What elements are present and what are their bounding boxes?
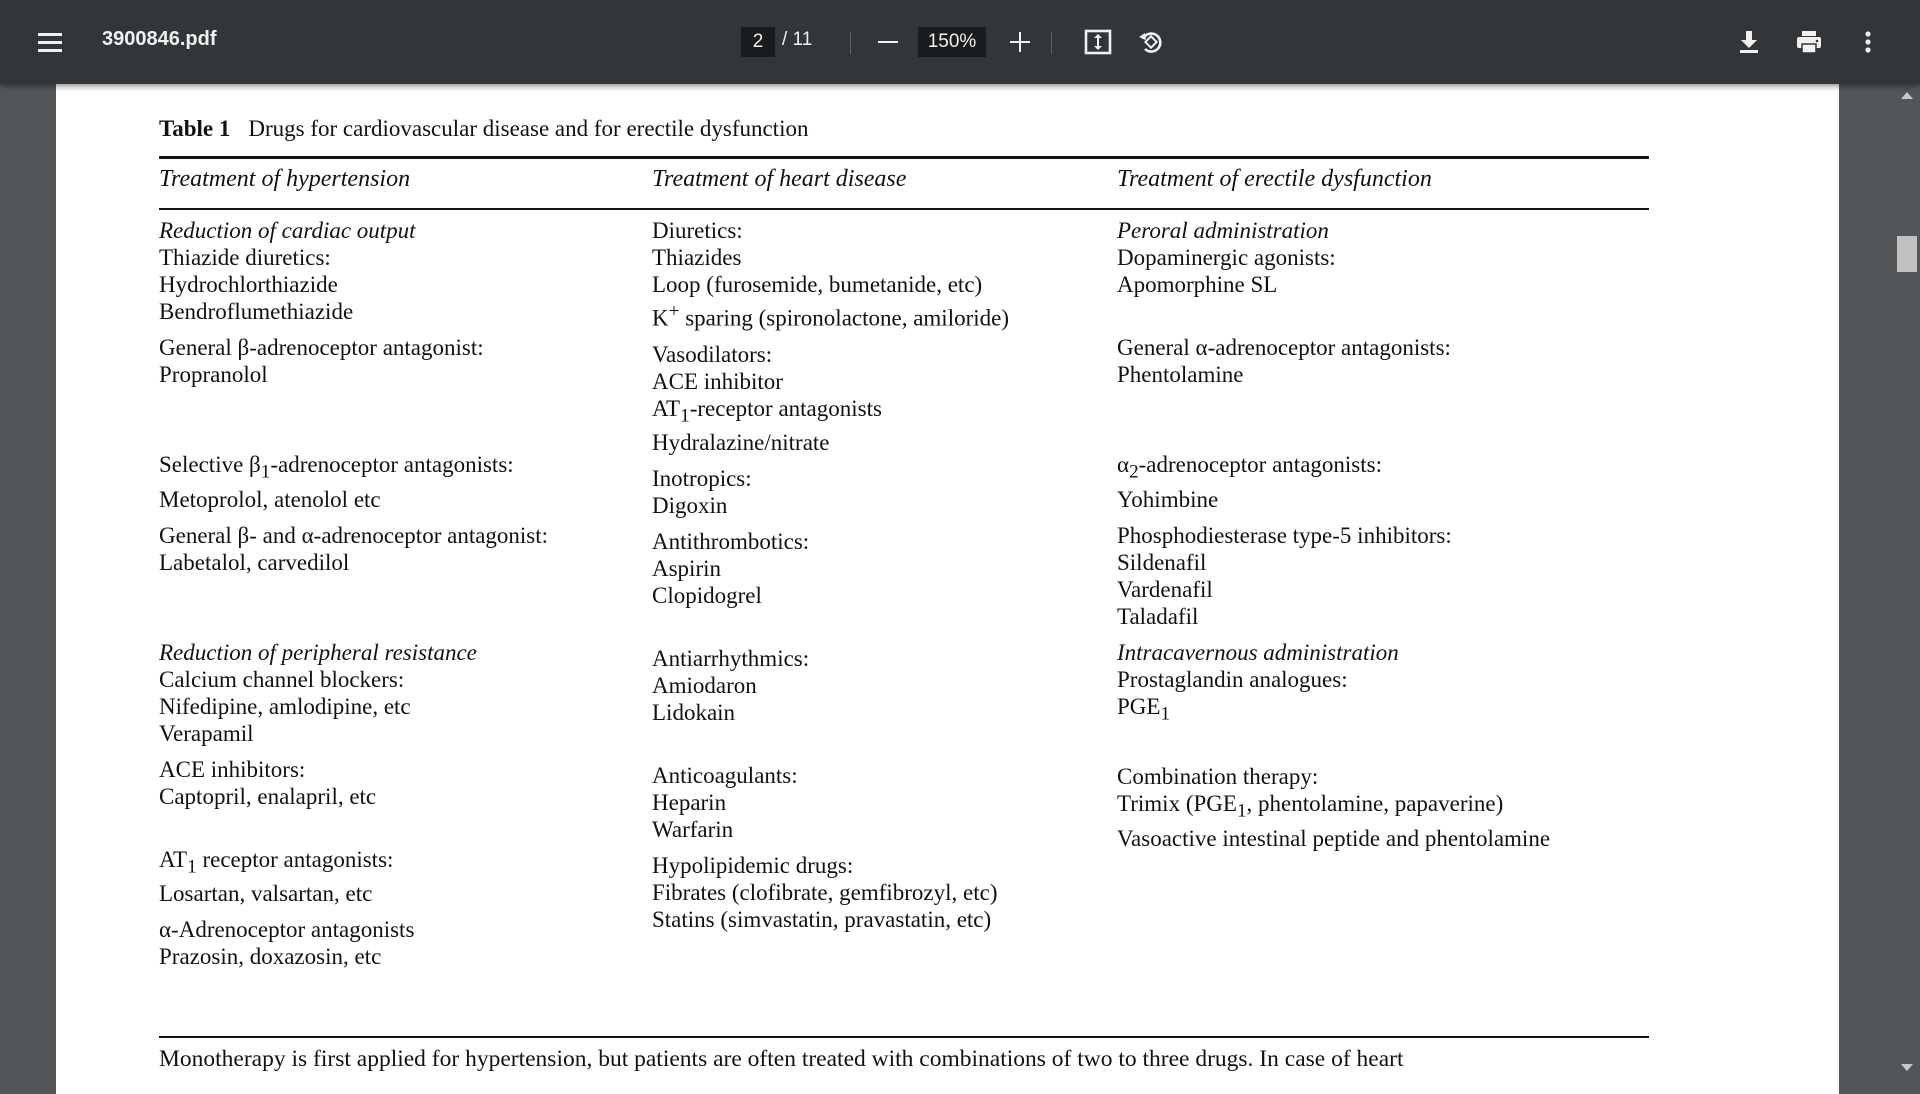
table-cell-line: Fibrates (clofibrate, gemfibrozyl, etc) xyxy=(652,880,998,906)
scroll-down-icon[interactable] xyxy=(1901,1064,1913,1071)
document-title: 3900846.pdf xyxy=(102,28,217,50)
table-cell-line: Hydralazine/nitrate xyxy=(652,430,830,456)
print-icon[interactable] xyxy=(1789,22,1829,62)
table-cell-line: Thiazide diuretics: xyxy=(159,245,331,270)
table-cell-line: Dopaminergic agonists: xyxy=(1117,245,1336,270)
column-hypertension xyxy=(159,217,548,970)
table-cell-line: Amiodaron xyxy=(652,673,757,699)
table-cell-line: General β-adrenoceptor antagonist: xyxy=(159,335,484,360)
table-caption-label: Table 1 xyxy=(159,116,231,141)
table-cell-line: Warfarin xyxy=(652,817,734,843)
body-paragraph: Monotherapy is first applied for hypertension, but patients are often treated with combinations of two to three drugs. In case of heart xyxy=(159,1046,1404,1072)
table-cell-line: Trimix ($PGE_1$, phentolamine, papaverine) xyxy=(1117,791,1504,822)
table-cell-line: $PGE_1$ xyxy=(1117,693,1171,725)
header-hypertension: Treatment of hypertension xyxy=(159,166,411,192)
table-cell-line: Combination therapy: xyxy=(1117,764,1319,790)
table-cell-line: Heparin xyxy=(652,790,727,816)
table-cell-line: $AT_1$-receptor antagonists xyxy=(652,395,882,427)
pdf-page xyxy=(56,84,1839,1094)
table-cell-line: Antiarrhythmics: xyxy=(652,646,810,672)
table-cell-line: Phentolamine xyxy=(1117,362,1244,387)
table-caption-text: Drugs for cardiovascular disease and for erectile dysfunction xyxy=(248,116,809,141)
table-cell-line: Nifedipine, amlodipine, etc xyxy=(159,693,411,719)
column-erectile-dysfunction xyxy=(1117,217,1550,852)
table-cell-line: Statins (simvastatin, pravastatin, etc) xyxy=(652,907,992,933)
table-cell-line: Propranolol xyxy=(159,362,268,387)
table-cell-line: Vardenafil xyxy=(1117,576,1213,602)
page-number-input[interactable] xyxy=(741,27,775,57)
table-cell-line: Inotropics: xyxy=(652,466,752,492)
table-cell-line: Bendroflumethiazide xyxy=(159,299,354,324)
table-cell-line: K+ sparing (spironolactone, amiloride) xyxy=(652,301,1010,331)
header-heart-disease: Treatment of heart disease xyxy=(652,166,907,192)
table-cell-line: ACE inhibitors: xyxy=(159,756,306,782)
table-cell-line: Losartan, valsartan, etc xyxy=(159,881,373,907)
fit-page-icon[interactable] xyxy=(1078,22,1118,62)
table-cell-line: Metoprolol, atenolol etc xyxy=(159,486,381,512)
table-cell-line: Anticoagulants: xyxy=(652,763,798,789)
scrollbar-thumb[interactable] xyxy=(1897,236,1917,272)
table-cell-line: Labetalol, carvedilol xyxy=(159,549,350,575)
zoom-out-icon[interactable] xyxy=(868,22,908,62)
table-cell-line: Yohimbine xyxy=(1117,486,1219,512)
table-caption xyxy=(159,116,808,142)
group-title: Reduction of cardiac output xyxy=(159,218,416,243)
column-heart-disease xyxy=(652,217,1009,933)
table-cell-line: Digoxin xyxy=(652,493,728,519)
vertical-scrollbar[interactable] xyxy=(1894,84,1920,1080)
table-cell-line: Antithrombotics: xyxy=(652,529,810,555)
table-cell-line: Sildenafil xyxy=(1117,549,1207,575)
toolbar-divider xyxy=(850,32,851,54)
pdf-toolbar xyxy=(0,0,1920,84)
table-cell-line: Aspirin xyxy=(652,556,721,582)
table-header-rule xyxy=(159,208,1649,210)
table-cell-line: $\alpha_2$-adrenoceptor antagonists: xyxy=(1117,452,1382,483)
zoom-in-icon[interactable] xyxy=(1000,22,1040,62)
table-cell-line: Vasoactive intestinal peptide and phentolamine xyxy=(1117,825,1551,851)
table-cell-line: Lidokain xyxy=(652,700,736,726)
table-cell-line: $AT_1$ receptor antagonists: xyxy=(159,846,394,878)
table-cell-line: Hypolipidemic drugs: xyxy=(652,853,854,879)
scroll-up-icon[interactable] xyxy=(1901,92,1913,99)
table-cell-line: Selective $\beta_1$-adrenoceptor antagonists: xyxy=(159,452,514,483)
zoom-level-input[interactable] xyxy=(918,27,986,57)
page-total: / 11 xyxy=(782,29,813,50)
table-cell-line: Apomorphine SL xyxy=(1117,272,1278,297)
table-cell-line: Vasodilators: xyxy=(652,341,773,367)
menu-icon[interactable] xyxy=(30,22,70,62)
group-title: Intracavernous administration xyxy=(1117,639,1399,665)
table-cell-line: ACE inhibitor xyxy=(652,368,783,394)
table-cell-line: Hydrochlorthiazide xyxy=(159,272,338,297)
more-vert-icon[interactable] xyxy=(1848,22,1888,62)
table-top-rule xyxy=(159,156,1649,159)
rotate-icon[interactable] xyxy=(1131,22,1171,62)
table-cell-line: Taladafil xyxy=(1117,603,1199,629)
toolbar-divider xyxy=(1051,32,1052,54)
table-cell-line: Calcium channel blockers: xyxy=(159,666,405,692)
table-cell-line: Thiazides xyxy=(652,245,742,270)
table-cell-line: Clopidogrel xyxy=(652,583,762,609)
table-bottom-rule xyxy=(159,1036,1649,1038)
table-cell-line: α-Adrenoceptor antagonists xyxy=(159,917,415,943)
download-icon[interactable] xyxy=(1729,22,1769,62)
table-cell-line: General α-adrenoceptor antagonists: xyxy=(1117,335,1451,360)
table-cell-line: Verapamil xyxy=(159,720,254,746)
table-cell-line: Prazosin, doxazosin, etc xyxy=(159,944,382,970)
table-cell-line: Loop (furosemide, bumetanide, etc) xyxy=(652,272,983,297)
table-cell-line: Phosphodiesterase type-5 inhibitors: xyxy=(1117,522,1452,548)
table-cell-line: Diuretics: xyxy=(652,218,743,243)
header-erectile-dysfunction: Treatment of erectile dysfunction xyxy=(1117,166,1432,192)
table-cell-line: Prostaglandin analogues: xyxy=(1117,666,1348,692)
group-title: Peroral administration xyxy=(1117,218,1329,243)
table-cell-line: General β- and α-adrenoceptor antagonist: xyxy=(159,522,549,548)
group-title: Reduction of peripheral resistance xyxy=(159,639,477,665)
table-cell-line: Captopril, enalapril, etc xyxy=(159,783,377,809)
